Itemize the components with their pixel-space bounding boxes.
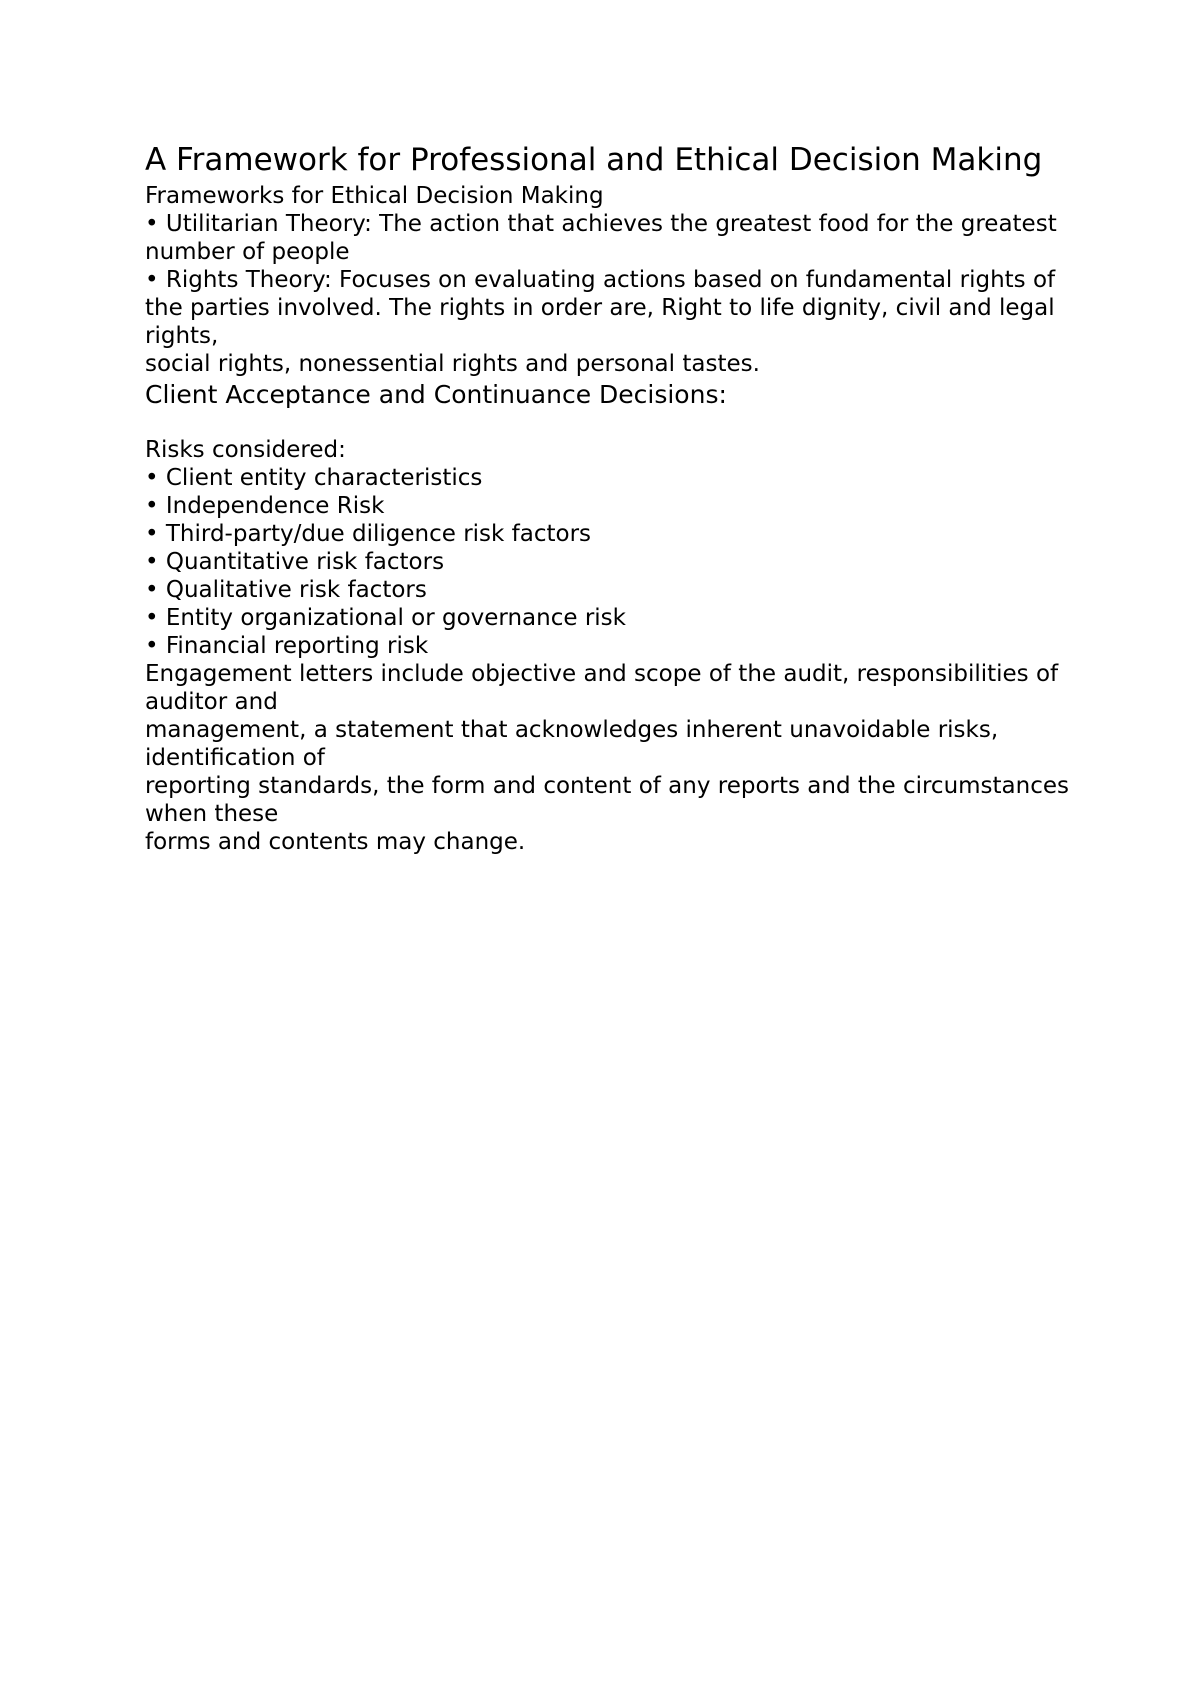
- document-page: [145, 142, 1085, 856]
- risks-list: [145, 464, 1085, 660]
- intro-heading: Frameworks for Ethical Decision Making: [145, 183, 604, 209]
- list-item: • Quantitative risk factors: [145, 549, 445, 575]
- theory-line: • Utilitarian Theory: The action that achieves the greatest food for the greatest: [145, 211, 1057, 237]
- list-item: • Financial reporting risk: [145, 633, 429, 659]
- list-item: • Qualitative risk factors: [145, 577, 427, 603]
- paragraph-line: forms and contents may change.: [145, 829, 526, 855]
- document-title: A Framework for Professional and Ethical Decision Making: [145, 142, 1043, 178]
- section-heading: Client Acceptance and Continuance Decisions:: [145, 380, 727, 409]
- blank-line: [145, 410, 1085, 436]
- list-item: • Independence Risk: [145, 493, 385, 519]
- theory-line: • Rights Theory: Focuses on evaluating actions based on fundamental rights of: [145, 267, 1056, 293]
- list-item: • Entity organizational or governance risk: [145, 605, 626, 631]
- list-item: • Client entity characteristics: [145, 465, 483, 491]
- paragraph-line: management, a statement that acknowledges inherent unavoidable risks, identification of: [145, 717, 1006, 771]
- risks-label: Risks considered:: [145, 437, 346, 463]
- theory-line: social rights, nonessential rights and personal tastes.: [145, 351, 760, 377]
- theory-list: [145, 210, 1085, 378]
- theory-line: the parties involved. The rights in order are, Right to life dignity, civil and legal rights,: [145, 295, 1062, 349]
- paragraph-line: reporting standards, the form and content of any reports and the circumstances when these: [145, 773, 1077, 827]
- engagement-paragraph: [145, 660, 1085, 856]
- list-item: • Third-party/due diligence risk factors: [145, 521, 592, 547]
- paragraph-line: Engagement letters include objective and scope of the audit, responsibilities of auditor and: [145, 661, 1066, 715]
- theory-line: number of people: [145, 239, 350, 265]
